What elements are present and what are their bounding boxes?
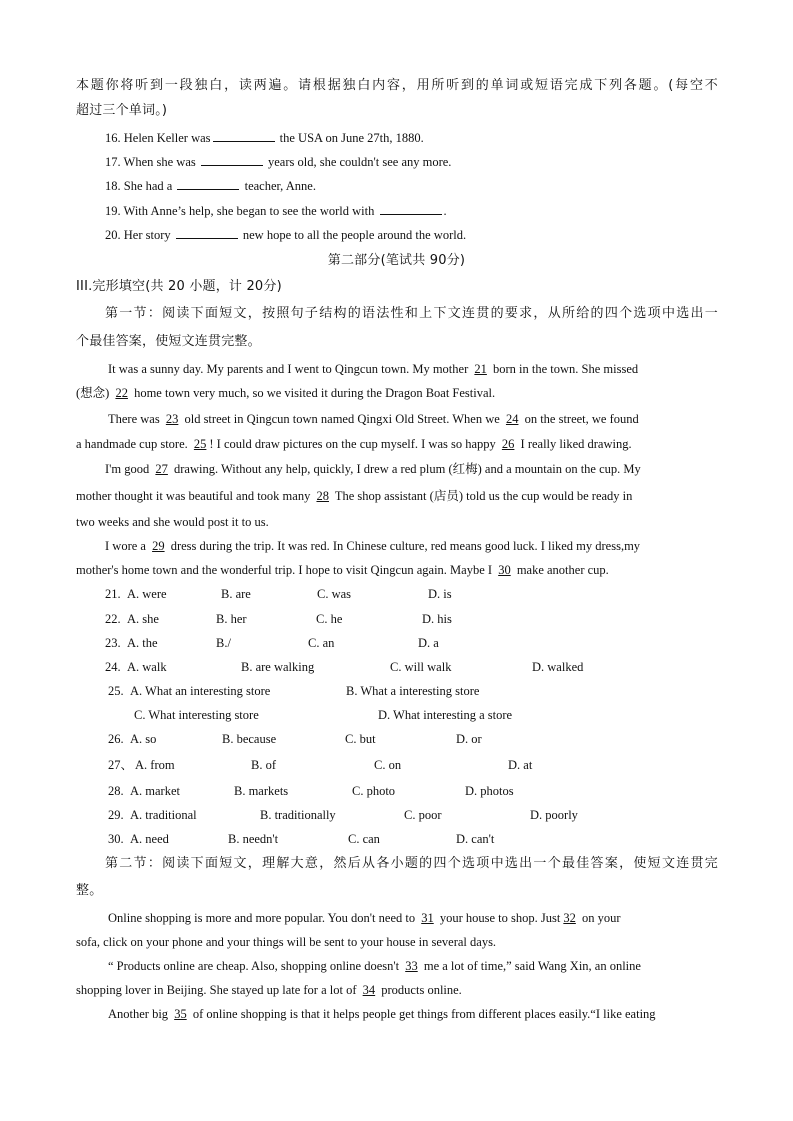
answer-blank[interactable] [176, 227, 238, 239]
blank-22[interactable]: 22 [115, 386, 128, 400]
option-d[interactable]: D. photos [465, 784, 514, 798]
option-c[interactable]: C. on [374, 758, 402, 772]
question-16: 16. Helen Keller was the USA on June 27th, 1880. [105, 131, 424, 145]
option-a[interactable]: A. traditional [130, 808, 197, 822]
option-a[interactable]: A. need [130, 832, 169, 846]
answer-blank[interactable] [213, 130, 275, 142]
listening-instruction-cont [76, 103, 718, 119]
option-c[interactable]: C. an [308, 636, 335, 650]
blank-35[interactable]: 35 [174, 1007, 187, 1021]
listening-instruction [76, 78, 718, 94]
blank-31[interactable]: 31 [421, 911, 434, 925]
option-d[interactable]: D. walked [532, 660, 584, 674]
option-c[interactable]: C. but [345, 732, 376, 746]
option-a[interactable]: A. walk [127, 660, 167, 674]
option-d[interactable]: D. his [422, 612, 452, 626]
cloze-paragraph-3-cont: mother thought it was beautiful and took many 28 The shop assistant (店员) told us the cup would be ready in [76, 489, 633, 503]
reading-paragraph-1-cont: sofa, click on your phone and your things will be sent to your house in several days. [76, 935, 497, 949]
blank-26[interactable]: 26 [501, 437, 515, 451]
option-b[interactable]: B. markets [234, 784, 289, 798]
question-17: 17. When she was years old, she couldn't see any more. [105, 155, 452, 169]
cloze-instruction-cont: 个最佳答案，使短文连贯完整。 [76, 334, 261, 349]
cloze-paragraph-1: It was a sunny day. My parents and I went to Qingcun town. My mother 21 born in the town. She missed [108, 362, 639, 376]
option-c[interactable]: C. poor [404, 808, 442, 822]
exam-page: 本题你将听到一段独白，读两遍。请根据独白内容，用所听到的单词或短语完成下列各题。(每空不 超过三个单词。) 16. Helen Keller was the USA on June 27th, 1880. 17. When she was years old, she couldn't see any more. 18. She had a teacher, Anne. 19. With Anne’s help, she began to see the world with . 20. Her story new hope to all the people around the world. 第二部分(笔试共 90分) III.完形填空(共 20 小题，计 20分) 第一节：阅读下面短文，按照句子结构的语法性和上下文连贯的要求，从所给的四个选项中选出一 个最佳答案，使短文连贯完整。 It was a sunny day. My parents and I went to Qingcun town. My mother 21 born in the town. She missed (想念) 22 home town very much, so we visited it during the Dragon Boat Festival. There was 23 old street in Qingcun town named Qingxi Old Street. When we 24 on the street, we found a handmade cup store. 25 ! I could draw pictures on the cup myself. I was so happy 26 I really liked drawing. I'm good 27 drawing. Without any help, quickly, I drew a red plum (红梅) and a mountain on the cup. My mother thought it was beautiful and took many 28 The shop assistant (店员) told us the cup would be ready in two weeks and she would post it to us. I wore a 29 dress during the trip. It was red. In Chinese culture, red means good luck. I liked my dress,my mother's home town and the wonderful trip. I hope to visit Qingcun again. Maybe I 30 make another cup. 21. A. were B. are C. was D. is 22. A. she B. her C. he D. his 23. A. the B./ C. an D. a 24. A. walk B. are walking C. will walk D. walked 25. A. What an interesting store B. What a interesting store C. What interesting store D. What interesting a store 26. A. so B. because C. but D. or 27、 A. from B. of C. on D. at 28. A. market B. markets C. photo D. photos 29. A. traditional B. traditionally C. poor D. poorly 30. A. need B. needn't C. can D. can't 第二节：阅读下面短文，理解大意，然后从各小题的四个选项中选出一个最佳答案，使短文连贯完 整。 Online shopping is more and more popular. You don't need to 31 your house to shop. Just 32 on your sofa, click on your phone and your things will be sent to your house in several days. “ Products online are cheap. Also, shopping online doesn't 33 me a lot of time,” said Wang Xin, an online shopping lover in Beijing. She stayed up late for a lot of 34 products online. Another big 35 of online shopping is that it helps people get things from different places easily.“I like eating [0, 0, 793, 1121]
cloze-paragraph-4-cont: mother's home town and the wonderful trip. I hope to visit Qingcun again. Maybe I 30 make another cup. [76, 563, 609, 577]
cloze-paragraph-4: I wore a 29 dress during the trip. It was red. In Chinese culture, red means good luck. I liked my dress,my [105, 539, 641, 553]
blank-29[interactable]: 29 [152, 539, 165, 553]
blank-25[interactable]: 25 [193, 437, 207, 451]
option-b[interactable]: B. What a interesting store [346, 684, 480, 698]
option-a[interactable]: A. What an interesting store [130, 684, 271, 698]
option-a[interactable]: A. she [127, 612, 159, 626]
option-d[interactable]: D. poorly [530, 808, 578, 822]
option-b[interactable]: B. are [221, 587, 251, 601]
blank-30[interactable]: 30 [498, 563, 511, 577]
cloze-paragraph-2: There was 23 old street in Qingcun town named Qingxi Old Street. When we 24 on the street, we found [108, 412, 639, 426]
option-c[interactable]: C. was [317, 587, 352, 601]
option-c[interactable]: C. photo [352, 784, 396, 798]
blank-33[interactable]: 33 [405, 959, 418, 973]
option-b[interactable]: B. traditionally [260, 808, 336, 822]
option-c[interactable]: C. What interesting store [134, 708, 259, 722]
reading-paragraph-3: Another big 35 of online shopping is that it helps people get things from different places easily.“I like eating [108, 1007, 656, 1021]
option-d[interactable]: D. at [508, 758, 533, 772]
question-19: 19. With Anne’s help, she began to see the world with . [105, 204, 447, 218]
option-b[interactable]: B. because [222, 732, 277, 746]
option-d[interactable]: D. a [418, 636, 439, 650]
question-20: 20. Her story new hope to all the people around the world. [105, 228, 467, 242]
option-a[interactable]: A. from [135, 758, 175, 772]
cloze-instruction: 第一节：阅读下面短文，按照句子结构的语法性和上下文连贯的要求，从所给的四个选项中选出一 [105, 306, 718, 321]
option-a[interactable]: A. market [130, 784, 180, 798]
option-b[interactable]: B. her [216, 612, 247, 626]
question-18: 18. She had a teacher, Anne. [105, 179, 316, 193]
option-d[interactable]: D. or [456, 732, 482, 746]
answer-blank[interactable] [177, 178, 239, 190]
instruction-line-2: 超过三个单词。) [76, 103, 168, 118]
blank-28[interactable]: 28 [316, 489, 329, 503]
option-b[interactable]: B. of [251, 758, 276, 772]
reading-paragraph-2-cont: shopping lover in Beijing. She stayed up late for a lot of 34 products online. [76, 983, 462, 997]
option-c[interactable]: C. can [348, 832, 380, 846]
option-b[interactable]: B./ [216, 636, 231, 650]
option-d[interactable]: D. is [428, 587, 452, 601]
answer-blank[interactable] [380, 203, 442, 215]
option-a[interactable]: A. so [130, 732, 157, 746]
cloze-paragraph-3: I'm good 27 drawing. Without any help, quickly, I drew a red plum (红梅) and a mountain on the cup. My [105, 462, 641, 476]
blank-23[interactable]: 23 [165, 412, 179, 426]
instruction-line-1: 本题你将听到一段独白，读两遍。请根据独白内容，用所听到的单词或短语完成下列各题。(每空不 [76, 78, 718, 93]
option-a[interactable]: A. the [127, 636, 158, 650]
blank-32[interactable]: 32 [563, 911, 576, 925]
blank-27[interactable]: 27 [155, 462, 168, 476]
cloze-paragraph-3-end: two weeks and she would post it to us. [76, 515, 269, 529]
blank-34[interactable]: 34 [362, 983, 376, 997]
reading-instruction: 第二节：阅读下面短文，理解大意，然后从各小题的四个选项中选出一个最佳答案，使短文连贯完 [105, 856, 718, 871]
option-b[interactable]: B. are walking [241, 660, 315, 674]
reading-paragraph-1: Online shopping is more and more popular. You don't need to 31 your house to shop. Just 32 on your [108, 911, 621, 925]
answer-blank[interactable] [201, 154, 263, 166]
cloze-paragraph-1-cont: (想念) 22 home town very much, so we visited it during the Dragon Boat Festival. [76, 386, 496, 400]
option-b[interactable]: B. needn't [228, 832, 279, 846]
part-title: 第二部分(笔试共 90分) [327, 253, 466, 268]
reading-instruction-cont: 整。 [76, 883, 103, 898]
option-c[interactable]: C. will walk [390, 660, 452, 674]
section-title: III.完形填空(共 20 小题，计 20分) [76, 279, 282, 294]
option-d[interactable]: D. What interesting a store [378, 708, 513, 722]
option-d[interactable]: D. can't [456, 832, 495, 846]
cloze-paragraph-2-cont: a handmade cup store. 25 ! I could draw pictures on the cup myself. I was so happy 26 I really liked drawing. [76, 437, 632, 451]
blank-24[interactable]: 24 [505, 412, 519, 426]
option-c[interactable]: C. he [316, 612, 343, 626]
reading-paragraph-2: “ Products online are cheap. Also, shopping online doesn't 33 me a lot of time,” said Wang Xin, an online [108, 959, 641, 973]
option-a[interactable]: A. were [127, 587, 167, 601]
blank-21[interactable]: 21 [474, 362, 487, 376]
